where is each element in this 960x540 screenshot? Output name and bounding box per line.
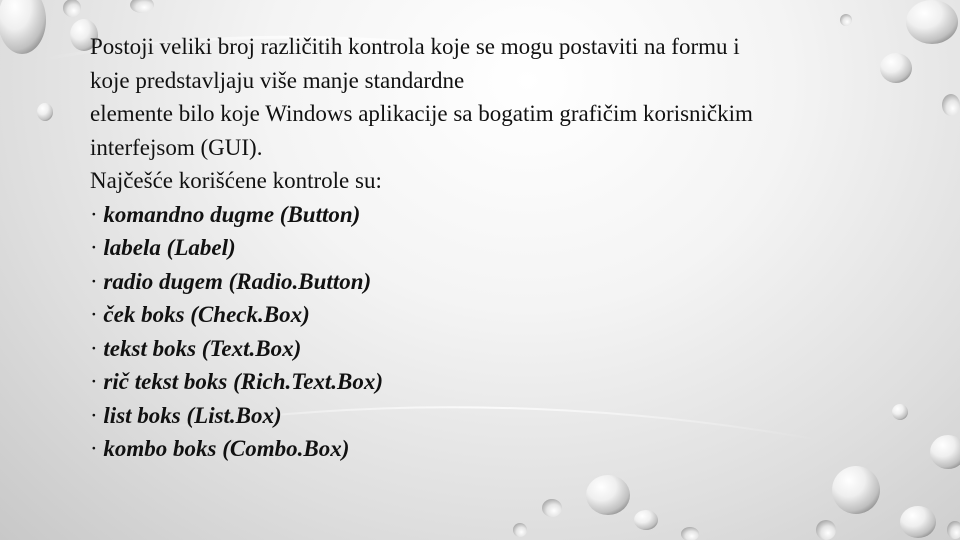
bullet-icon: · <box>90 369 98 394</box>
slide-body <box>90 30 890 466</box>
list-item-text: ček boks (Check.Box) <box>103 302 310 327</box>
droplet <box>900 506 936 538</box>
bullet-icon: · <box>90 235 98 260</box>
list-item <box>90 265 890 299</box>
list-item-text: labela (Label) <box>103 235 236 260</box>
list-item <box>90 231 890 265</box>
list-item-text: radio dugem (Radio.Button) <box>103 268 372 294</box>
controls-list <box>90 198 890 466</box>
droplet <box>892 404 908 420</box>
bullet-icon: · <box>90 335 98 361</box>
bullet-icon: · <box>90 436 98 461</box>
droplet <box>542 499 562 517</box>
list-item-text: komandno dugme (Button) <box>103 201 361 227</box>
droplet <box>634 510 658 530</box>
droplet <box>816 520 836 540</box>
droplet <box>840 14 852 26</box>
droplet <box>0 0 46 54</box>
list-item <box>90 332 890 366</box>
list-item-text: rič tekst boks (Rich.Text.Box) <box>103 369 384 394</box>
list-item <box>90 399 890 433</box>
bullet-icon: · <box>90 201 98 227</box>
bullet-icon: · <box>90 402 98 428</box>
droplet <box>586 475 630 515</box>
list-item <box>90 198 890 232</box>
droplet <box>63 0 81 17</box>
droplet <box>942 94 960 116</box>
list-item-text: kombo boks (Combo.Box) <box>103 436 350 461</box>
droplet <box>37 103 53 121</box>
list-item-text: list boks (List.Box) <box>103 402 282 428</box>
bullet-icon: · <box>90 268 98 294</box>
intro-line: elemente bilo koje Windows aplikacije sa bogatim grafičim korisničkim <box>90 101 753 126</box>
intro-line: koje predstavljaju više manje standardne <box>90 67 465 93</box>
droplet <box>513 523 527 537</box>
list-item <box>90 298 890 332</box>
droplet <box>930 435 960 469</box>
list-item-text: tekst boks (Text.Box) <box>103 335 302 361</box>
list-item <box>90 432 890 466</box>
list-item <box>90 365 890 399</box>
bullet-icon: · <box>90 302 98 327</box>
droplet <box>947 521 960 539</box>
intro-line: interfejsom (GUI). <box>90 134 263 160</box>
droplet <box>130 0 154 13</box>
droplet <box>681 527 699 540</box>
droplet <box>832 466 880 514</box>
intro-line: Postoji veliki broj različitih kontrola koje se mogu postaviti na formu i <box>90 34 740 59</box>
droplet <box>906 0 958 44</box>
list-heading: Najčešće korišćene kontrole su: <box>90 168 382 193</box>
